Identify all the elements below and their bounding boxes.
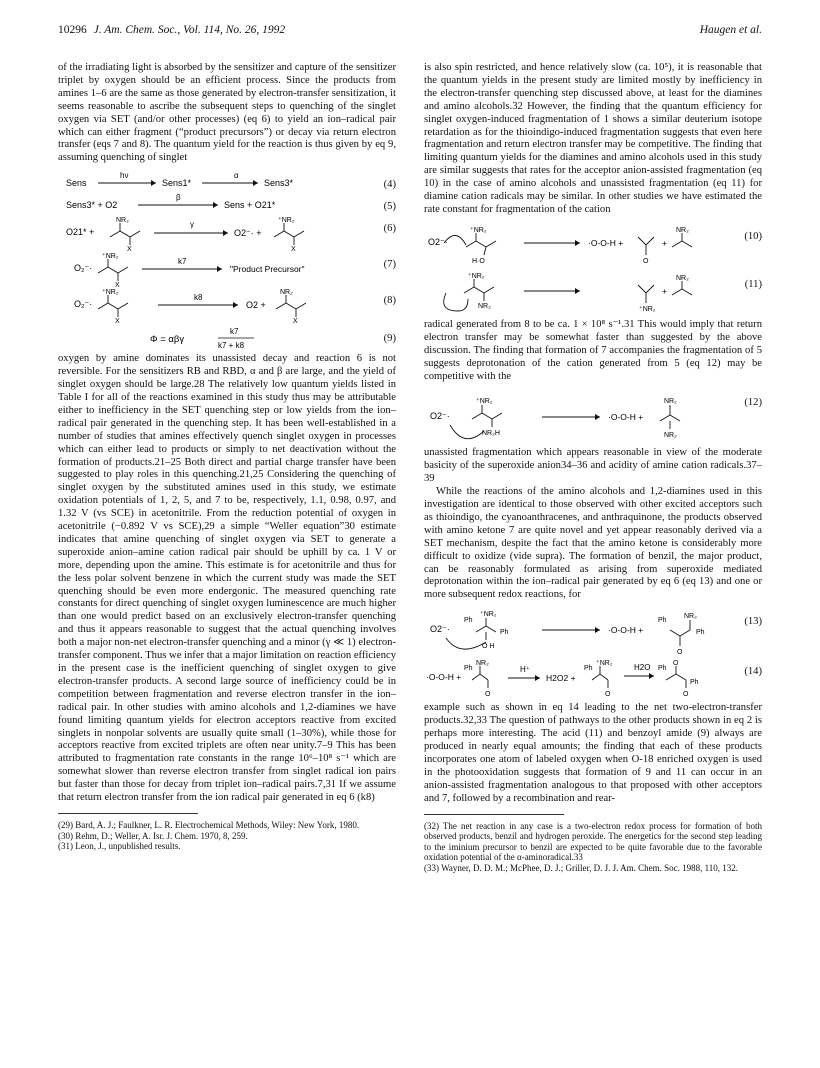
svg-text:Ph: Ph — [464, 665, 473, 673]
reactant-label: ·O-O-H + — [426, 672, 462, 683]
product-label: "Product Precursor" — [230, 264, 305, 275]
light-label: hν — [120, 171, 129, 181]
redox-scheme — [424, 658, 724, 702]
svg-text:Ph: Ph — [464, 617, 473, 625]
equation-number: (5) — [383, 201, 396, 213]
footnote: (32) The net reaction in any case is a two-electron redox process for formation of both observed products, benzil and hydrogen peroxide. The energetics for the second step leading to the iminium precursor to benzil are expected to be quite favorable due to the favorable oxidation potential of the α-aminoradical.33 — [424, 820, 762, 863]
equation-number: (6) — [383, 223, 396, 235]
equation-number: (11) — [744, 278, 762, 290]
reaction-scheme — [58, 193, 358, 215]
equation-6 — [58, 215, 396, 251]
equation-number: (4) — [383, 179, 396, 191]
fraction-denominator: k7 + k8 — [218, 341, 245, 351]
equation-number: (13) — [744, 616, 762, 628]
paragraph: is also spin restricted, and hence relatively slow (ca. 10⁵), it is reasonable that the quantum yields in the present study are limited mostly by inefficiency in the electron-transfer quenching step discussed above, at least for the diamines and amino alcohols.32 However, the finding that the quantum efficiency for singlet oxygen-induced fragmentation of 1 shows a similar deuterium isotope retardation as for the thioindigo-induced fragmentation suggests that even here fragmentation and return electron transfer may be competitive. The finding that limiting quantum yields for the diamines and amino alcohols used in this study are similar suggests that rates for the acceptor anion-assisted fragmentation (eq 10) in the case of amino alcohols and unassisted fragmentation (eq 11) for diamine cation radicals may be similar. In other studies we have estimated the rate constant for fragmentation of the cation — [424, 62, 762, 215]
diamine-cation-structure — [472, 413, 502, 419]
superoxide-label: O2⁻· — [430, 624, 450, 635]
svg-text:Ph: Ph — [658, 617, 667, 625]
journal-citation: J. Am. Chem. Soc., Vol. 114, No. 26, 1992 — [93, 24, 286, 36]
svg-text:X: X — [291, 246, 296, 252]
proton-label: H⁺ — [520, 665, 530, 675]
right-column — [424, 62, 762, 874]
reaction-scheme — [58, 287, 358, 325]
svg-text:⁺NR₂: ⁺NR₂ — [596, 660, 613, 668]
page-number: 10296 — [58, 24, 87, 36]
imine-structure — [660, 415, 680, 421]
svg-text:⁺NR₂: ⁺NR₂ — [480, 611, 497, 619]
reactant-label: O21* + — [66, 227, 95, 238]
equation-number: (8) — [383, 295, 396, 307]
svg-text:⁺NR₂: ⁺NR₂ — [278, 217, 295, 225]
amine-structure — [276, 303, 306, 309]
svg-text:NR₂: NR₂ — [664, 398, 677, 406]
svg-text:Ph: Ph — [500, 629, 509, 637]
equation-number: (10) — [744, 230, 762, 242]
reactant-label: Sens3* + O2 — [66, 200, 118, 211]
equation-14 — [424, 658, 762, 702]
svg-text:NR₂: NR₂ — [476, 660, 489, 668]
svg-text:NR₂: NR₂ — [684, 613, 697, 621]
svg-text:⁺NR₂: ⁺NR₂ — [476, 398, 493, 406]
reaction-scheme — [58, 171, 358, 193]
radical-structure — [472, 674, 488, 680]
equation-number: (9) — [383, 333, 396, 345]
paragraph: radical generated from 8 to be ca. 1 × 10⁸ s⁻¹.31 This would imply that return electron transfer may be somewhat faster than suggested by the above discussion. The finding that formation of 7 accompanies the fragmentation of 5 suggests deprotonation of the cation generated from 5 (eq 12) may be competitive with the — [424, 318, 762, 382]
svg-text:Ph: Ph — [658, 665, 667, 673]
svg-text:⁺NR₂: ⁺NR₂ — [470, 226, 487, 234]
footnote: (29) Bard, A. J.; Faulkner, L. R. Electrochemical Methods, Wiley: New York, 1980. — [58, 819, 360, 830]
product-label: O2 + — [246, 300, 266, 311]
left-column — [58, 62, 396, 852]
svg-text:⁺NR₂: ⁺NR₂ — [102, 253, 119, 261]
footnote: (33) Wayner, D. D. M.; McPhee, D. J.; Griller, D. J. J. Am. Chem. Soc. 1988, 110, 132. — [424, 862, 739, 873]
product-label: Sens3* — [264, 178, 294, 189]
running-header — [58, 24, 762, 46]
reaction-scheme — [58, 215, 358, 251]
rate-label: k8 — [194, 293, 203, 303]
svg-text:Ph: Ph — [696, 629, 705, 637]
amine-structure — [110, 231, 140, 237]
amino-ketone-radical-structure — [670, 630, 690, 636]
svg-text:O: O — [485, 691, 491, 699]
amino-ketone-deprotonation-scheme — [424, 608, 724, 658]
superoxide-label: O2⁻· — [428, 236, 448, 247]
equation-number: (14) — [744, 666, 762, 678]
equation-11 — [424, 271, 762, 319]
equation-12 — [424, 389, 762, 447]
amino-alcohol-cation-structure — [466, 241, 496, 247]
carbonyl-structure — [638, 237, 654, 245]
svg-text:H·O: H·O — [472, 257, 485, 265]
product-label: H2O2 + — [546, 673, 576, 684]
svg-text:O: O — [605, 691, 611, 699]
fragmentation-scheme — [424, 223, 724, 271]
amine-cation-structure — [274, 231, 304, 237]
deprotonation-scheme — [424, 389, 724, 447]
footnote-divider — [58, 813, 198, 814]
svg-text:O₂⁻·: O₂⁻· — [74, 263, 93, 274]
rate-label: α — [234, 171, 239, 181]
benzil-structure — [666, 674, 686, 680]
ion-radical-pair-structure — [98, 303, 128, 309]
paragraph: example such as shown in eq 14 leading to the net two-electron-transfer products.32,33 The question of pathways to the other products shown in eq 2 is perhaps more interesting. The acid (11) and benzoyl amide (9) always are produced in nearly equal amounts; the finding that each of these products incorporates one atom of labeled oxygen when O-18 enriched oxygen is used in the photooxidation suggests that formation of 9 and 11 can occur in an anion-assisted fragmentation analogous to that proposed with other acceptors and 7, followed by a recombination and rear- — [424, 702, 762, 804]
svg-text:NR₂: NR₂ — [676, 226, 689, 234]
svg-text:O₂⁻·: O₂⁻· — [74, 299, 93, 310]
svg-text:⁺NR₂: ⁺NR₂ — [102, 289, 119, 297]
svg-text:NR₂: NR₂ — [478, 302, 491, 310]
svg-text:⁺NR₂: ⁺NR₂ — [468, 272, 485, 280]
svg-text:O: O — [677, 649, 683, 657]
footnote: (30) Rehm, D.; Weller, A. Isr. J. Chem. 1970, 8, 259. — [58, 830, 248, 841]
ion-radical-pair-structure — [98, 267, 128, 273]
svg-text:Ph: Ph — [690, 679, 699, 687]
equation-13 — [424, 608, 762, 658]
amino-ketone-cation-structure — [476, 626, 496, 632]
diamine-cation-structure — [464, 287, 494, 293]
svg-text:X: X — [115, 282, 120, 288]
equation-9 — [58, 325, 396, 353]
svg-text:⁺NR₂: ⁺NR₂ — [639, 305, 656, 313]
authors: Haugen et al. — [699, 24, 762, 36]
paragraph: oxygen by amine dominates its unassisted decay and reaction 6 is not reversible. For the sensitizers RB and RBD, α and β are large, and the yield of singlet oxygen should be large.28 The relatively low quantum yields listed in Table I for all of the reactions examined in this study thus may be attributable either to inefficiency in the SET quenching step or low yields from the ion–radical pair generated in the quenching step. It has been well-established in a number of studies that amines effectively quench singlet oxygen in processes which can either lead to products or simply to net deactivation without the formation of products.21–25 Both direct and partial charge transfer have been suggested to play roles in this quenching.21,25 Considering the quenching of singlet oxygen by the substituted amines used in this study, we estimate oxidation potentials of 1, 2, 5, and 7 to be, respectively, 1.1, 0.98, 0.97, and 1.32 V (vs SCE) in acetonitrile. From the reduction potential of oxygen in acetonitrile (−0.892 V vs SCE),29 a simple “Weller equation”30 estimate indicates that amine quenching of singlet oxygen via SET to generate a superoxide anion–amine cation radical pair should be uphill by ca. 1 V or more, depending upon the amine. This estimate is for acetonitrile and thus for the less polar solvent benzene in which the current study was made the SET quenching should be even more endergonic. The measured quenching rate constants for direct quenching of singlet oxygen luminescence are much higher than one would predict based on an exclusively electron-transfer quenching and thus it appears reasonable to suggest that the actual quenching involves both a major non-net electron-transfer quenching and a minor (γ ≪ 1) electron-transfer component. Thus we infer that a major limitation on reaction efficiency in the present case is the inefficient quenching of singlet oxygen to give electron-transfer products. A second large source of inefficiency could be in competition between fragmentation and reverse electron transfer in the ion–radical pair. In other studies with amino alcohols and 1,2-diamines we have found limiting quantum yields for electron acceptors reactive from excited singlets in nonpolar solvents are usually quite small (1–30%), while those for acceptors reactive from excited triplets are often near unity.7–9 This has been attributed to fragmentation rate constants in the range 10⁶–10⁸ s⁻¹ which are somewhat slower than reverse electron transfer from singlet radical ion pairs but faster than those for decay from triplet ion–radical pairs.7,31 If we assume that return electron transfer from the ion radical pair generated in eq 6 (k8) — [58, 353, 396, 804]
rate-label: γ — [190, 220, 194, 230]
equation-number: (7) — [383, 259, 396, 271]
fraction-numerator: k7 — [230, 327, 239, 337]
reactant-label: Sens — [66, 178, 87, 189]
rate-label: β — [176, 193, 181, 203]
electron-push-arrow — [446, 638, 486, 649]
equation-4 — [58, 171, 396, 193]
aminoradical-structure — [672, 289, 692, 295]
footnote-divider — [424, 814, 564, 815]
superoxide-label: O2⁻· — [430, 411, 450, 422]
svg-text:NR₂: NR₂ — [676, 274, 689, 282]
product-label: Sens + O21* — [224, 200, 276, 211]
svg-text:O H: O H — [482, 643, 495, 651]
svg-text:X: X — [115, 318, 120, 326]
equation-number: (12) — [744, 397, 762, 409]
product-label: ·O-O-H + — [608, 412, 644, 423]
enamine-structure — [672, 241, 692, 247]
paragraph: unassisted fragmentation which appears reasonable in view of the moderate basicity of the superoxide anion34–36 and acidity of amine cation radicals.37–39 — [424, 447, 762, 485]
product-label: ·O-O-H + — [608, 625, 644, 636]
water-label: H2O — [634, 663, 651, 673]
svg-text:X: X — [127, 246, 132, 252]
iminium-structure — [638, 285, 654, 293]
svg-text:NR₂: NR₂ — [664, 432, 677, 440]
svg-text:O: O — [643, 257, 649, 265]
svg-text:X: X — [293, 318, 298, 326]
equation-7 — [58, 251, 396, 287]
quantum-yield-equation — [58, 325, 358, 353]
svg-text:+: + — [662, 237, 667, 248]
equation-10 — [424, 223, 762, 271]
electron-push-arrow — [444, 293, 468, 311]
equation-lhs: Φ = αβγ — [150, 334, 185, 346]
equation-5 — [58, 193, 396, 215]
svg-text:Ph: Ph — [584, 665, 593, 673]
iminium-structure — [592, 674, 608, 680]
paragraph: of the irradiating light is absorbed by the sensitizer and capture of the sensitizer triplet by oxygen should be an efficient process. Since the products from amines 1–6 are the same as those generated by electron-transfer sensitization, it seems reasonable to ascribe the subsequent steps to quenching of the singlet oxygen via SET (and/or other processes) (eq 6) to yield an ion–radical pair which can either fragment (“product precursors”) or decay via return electron transfer (eqs 7 and 8). The quantum yield for the reaction is thus given by eq 9, assuming quenching of singlet — [58, 62, 396, 164]
product-label: O2⁻· + — [234, 228, 262, 239]
product-label: Sens1* — [162, 178, 192, 189]
electron-push-arrow — [450, 425, 484, 439]
svg-text:+: + — [662, 285, 667, 296]
svg-text:O: O — [683, 691, 689, 699]
rate-label: k7 — [178, 257, 187, 267]
product-label: ·O-O-H + — [588, 237, 624, 248]
fragmentation-scheme — [424, 271, 724, 319]
reaction-scheme — [58, 251, 358, 287]
svg-text:NR₂: NR₂ — [116, 217, 129, 225]
footnote: (31) Leon, J., unpublished results. — [58, 841, 181, 852]
paragraph: While the reactions of the amino alcohols and 1,2-diamines used in this investigation are identical to those observed with other excited acceptors such as thioindigo, the cyanoanthracenes, and anthraquinone, the products observed with amino ketone 7 are quite novel and yet appear reasonably derived via a SET mechanism, despite the fact that the amino ketone is considerably more difficult to oxidize (vide supra). The formation of benzil, the major product, can be reasonably formulated as arising from superoxide mediated deprotonation within the ion–radical pair generated by eq 6 (eq 13) and one or more subsequent redox reactions, for — [424, 486, 762, 601]
svg-text:O: O — [673, 660, 679, 668]
svg-text:NR₂H: NR₂H — [482, 430, 500, 438]
svg-text:NR₂: NR₂ — [280, 289, 293, 297]
equation-8 — [58, 287, 396, 325]
